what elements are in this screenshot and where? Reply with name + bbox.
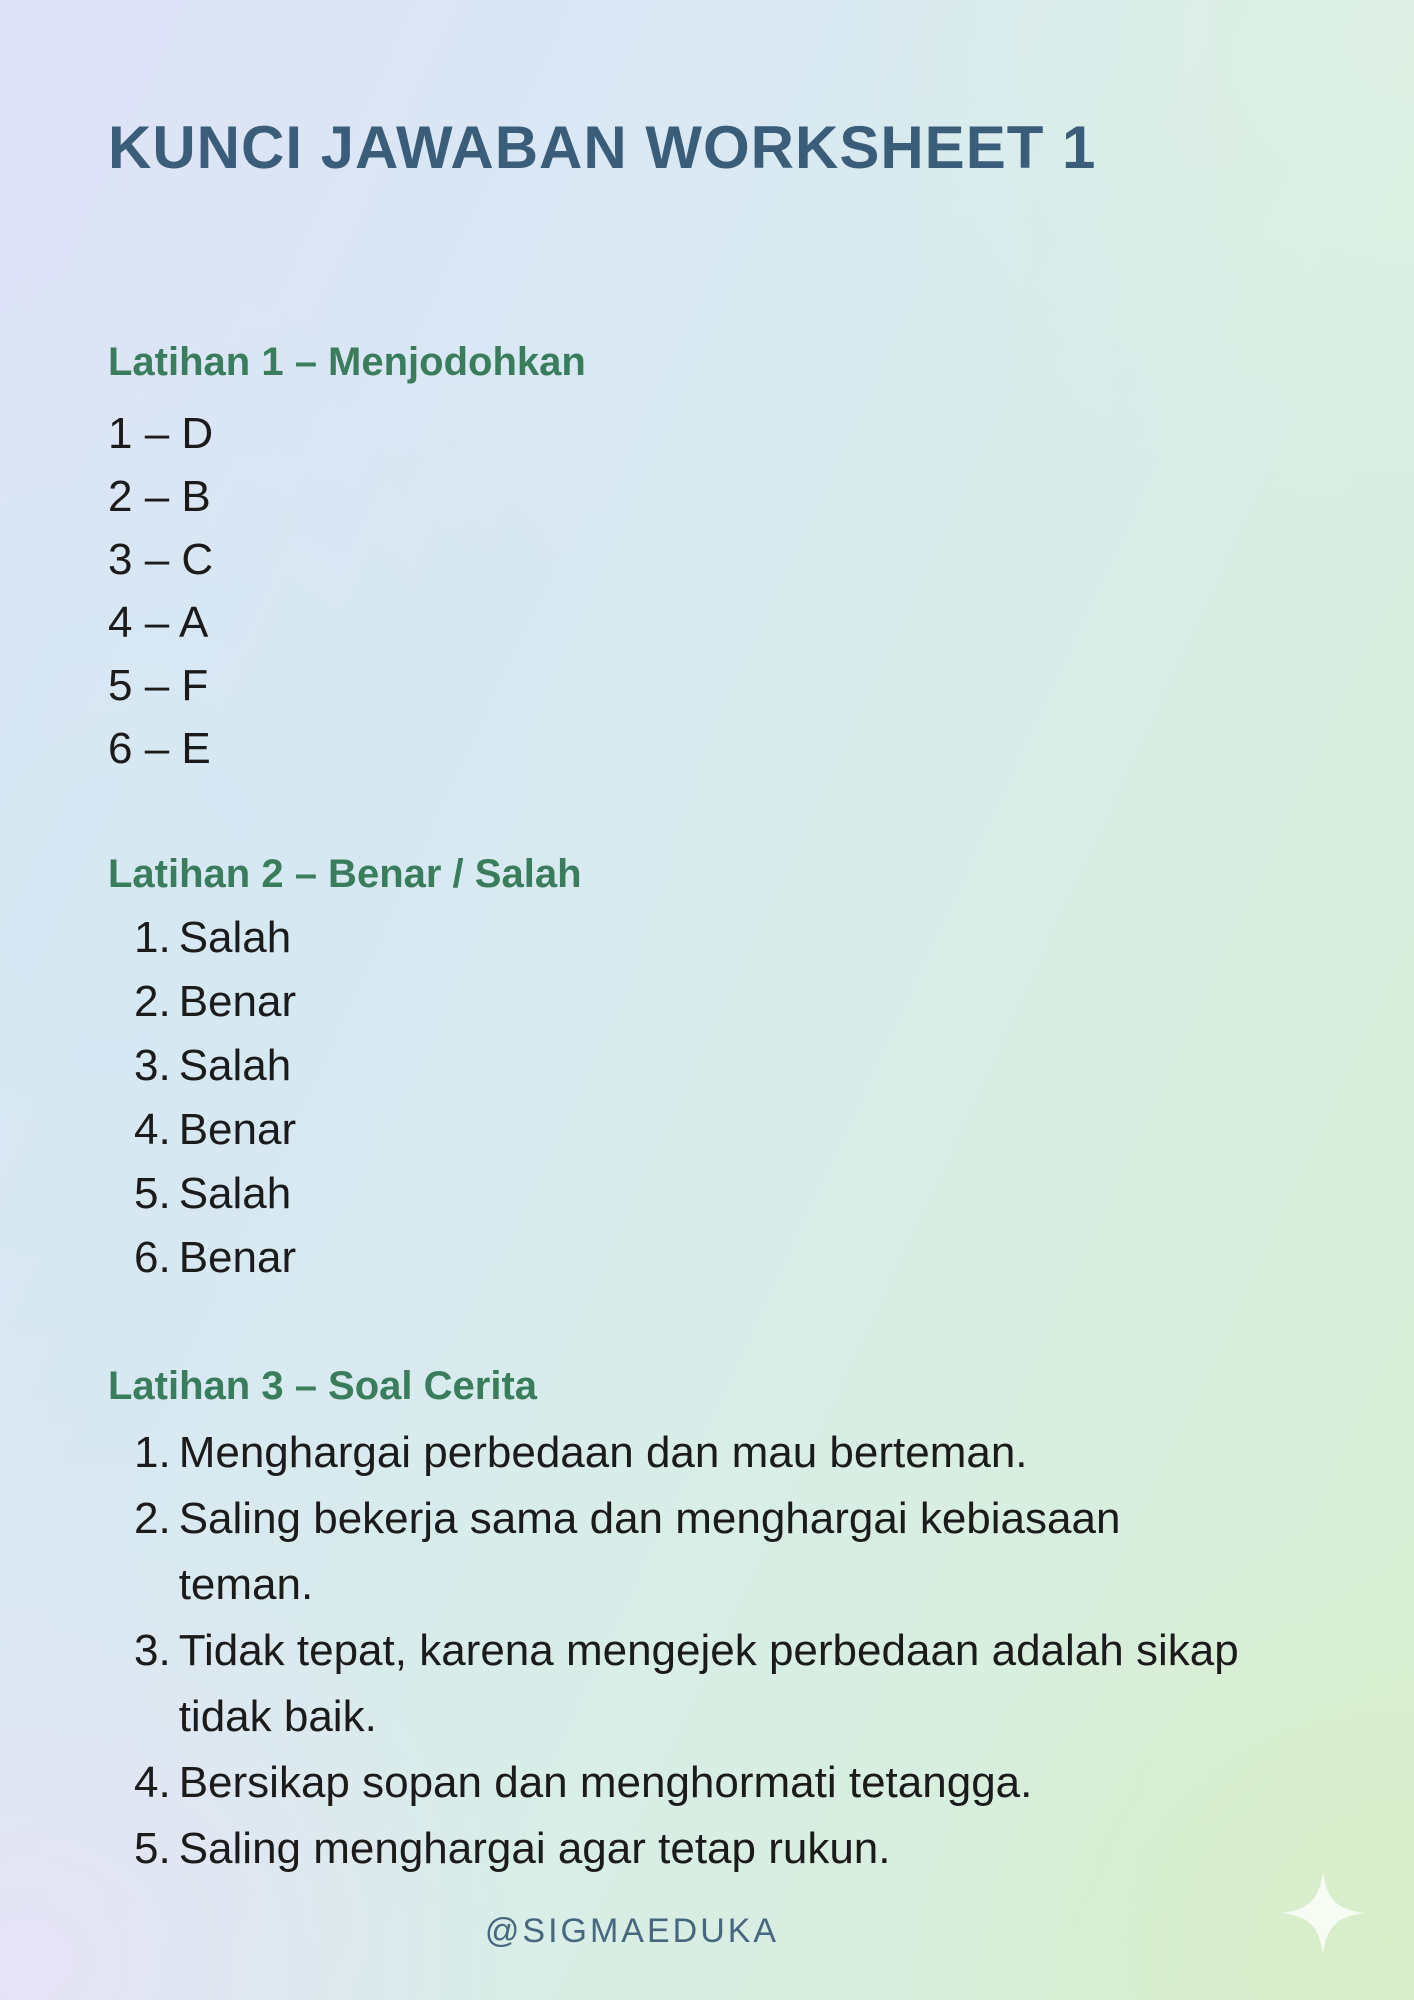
story-answer-list: [108, 1420, 1306, 1882]
true-false-answer: [134, 1034, 1306, 1098]
story-answer: [134, 1816, 1306, 1882]
answer-number: 4.: [134, 1758, 171, 1807]
answer-text: Salah: [178, 1169, 292, 1218]
worksheet-page: [108, 0, 1306, 1882]
true-false-answer-list: [108, 906, 1306, 1290]
answer-text: Salah: [178, 1041, 292, 1090]
footer-handle-text: @SIGMAEDUKA: [484, 1912, 780, 1950]
answer-text: Benar: [178, 1105, 297, 1154]
answer-text: Saling menghargai agar tetap rukun.: [178, 1824, 891, 1873]
answer-number: 1.: [134, 1428, 171, 1477]
story-answer: [134, 1618, 1306, 1750]
section-latihan-3: [108, 1360, 1306, 1882]
story-answer: [134, 1420, 1306, 1486]
match-answer-list: [108, 402, 1306, 780]
true-false-answer: [134, 1162, 1306, 1226]
true-false-answer: [134, 1098, 1306, 1162]
match-answer: 3 – C: [108, 534, 214, 584]
answer-text: Menghargai perbedaan dan mau berteman.: [178, 1428, 1028, 1477]
section-heading-latihan-2: Latihan 2 – Benar / Salah: [108, 852, 582, 896]
answer-number: 2.: [134, 1494, 171, 1543]
answer-number: 5.: [134, 1824, 171, 1873]
match-answer: 6 – E: [108, 723, 211, 773]
story-answer: [134, 1750, 1306, 1816]
match-answer: 1 – D: [108, 408, 214, 458]
footer-handle: [0, 1912, 1414, 1951]
answer-text: Bersikap sopan dan menghormati tetangga.: [178, 1758, 1033, 1807]
story-answer: [134, 1486, 1306, 1618]
section-latihan-1: [108, 336, 1306, 780]
true-false-answer: [134, 906, 1306, 970]
match-answer: 5 – F: [108, 660, 209, 710]
true-false-answer: [134, 1226, 1306, 1290]
section-heading-latihan-3: Latihan 3 – Soal Cerita: [108, 1364, 538, 1408]
answer-number: 5.: [134, 1169, 171, 1218]
page-title: KUNCI JAWABAN WORKSHEET 1: [108, 114, 1097, 181]
answer-text: Benar: [178, 1233, 297, 1282]
answer-number: 3.: [134, 1626, 171, 1675]
answer-number: 6.: [134, 1233, 171, 1282]
sparkle-icon: [1282, 1872, 1364, 1954]
answer-text: Benar: [178, 977, 297, 1026]
answer-number: 1.: [134, 913, 171, 962]
answer-number: 4.: [134, 1105, 171, 1154]
match-answer: 2 – B: [108, 471, 211, 521]
true-false-answer: [134, 970, 1306, 1034]
answer-text: Saling bekerja sama dan menghargai kebiasaan teman.: [178, 1494, 1121, 1609]
answer-text: Salah: [178, 913, 292, 962]
match-answer: 4 – A: [108, 597, 209, 647]
answer-text: Tidak tepat, karena mengejek perbedaan adalah sikap tidak baik.: [178, 1626, 1239, 1741]
section-latihan-2: [108, 848, 1306, 1290]
section-heading-latihan-1: Latihan 1 – Menjodohkan: [108, 340, 586, 384]
answer-number: 3.: [134, 1041, 171, 1090]
answer-number: 2.: [134, 977, 171, 1026]
